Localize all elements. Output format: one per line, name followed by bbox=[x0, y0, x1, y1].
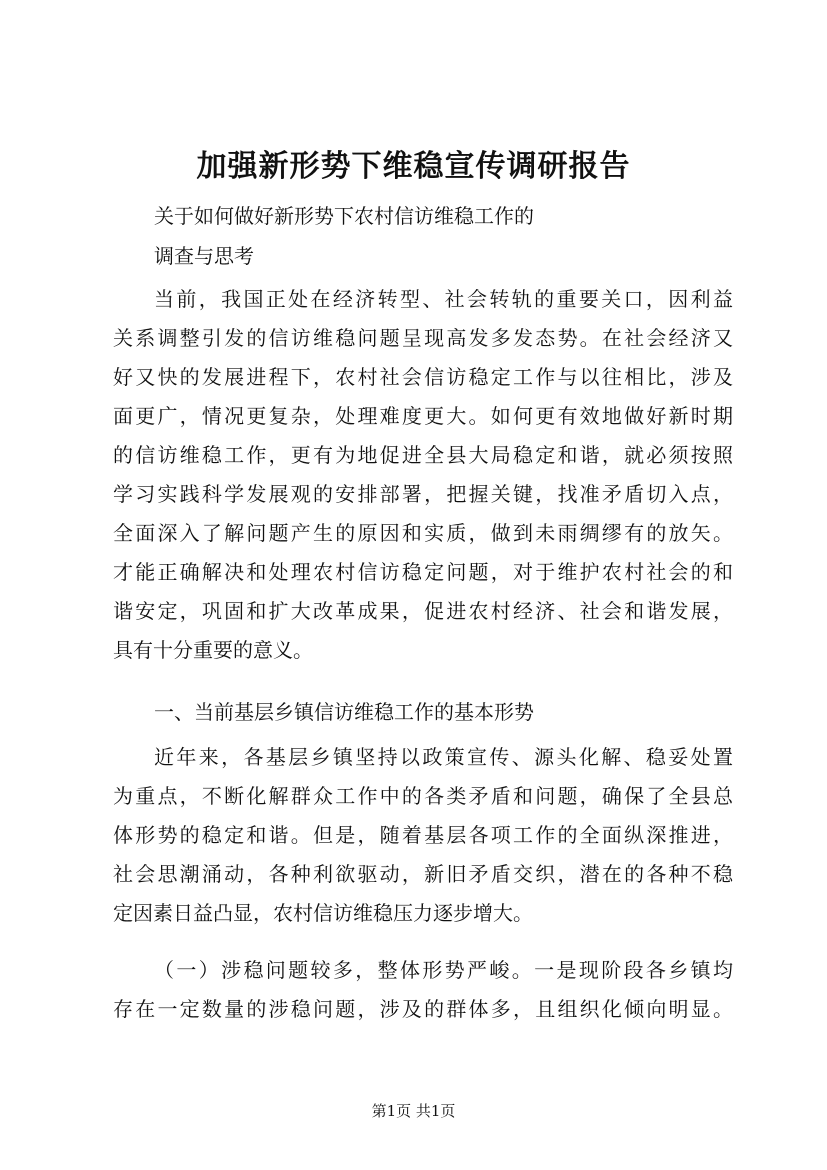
paragraph-line: 面更广，情况更复杂，处理难度更大。如何更有效地做好新时期 bbox=[113, 404, 733, 428]
subtitle-line: 关于如何做好新形势下农村信访维稳工作的 bbox=[154, 204, 534, 228]
paragraph-line: 具有十分重要的意义。 bbox=[113, 638, 313, 662]
paragraph-line: （一）涉稳问题较多，整体形势严峻。一是现阶段各乡镇均 bbox=[154, 958, 733, 982]
paragraph-line: 才能正确解决和处理农村信访稳定问题，对于维护农村社会的和 bbox=[113, 560, 733, 584]
paragraph-line: 定因素日益凸显，农村信访维稳压力逐步增大。 bbox=[113, 901, 533, 925]
page-footer: 第1页 共1页 bbox=[371, 1102, 456, 1120]
paragraph-line: 好又快的发展进程下，农村社会信访稳定工作与以往相比，涉及 bbox=[113, 365, 733, 389]
paragraph-line: 当前，我国正处在经济转型、社会转轨的重要关口，因利益 bbox=[154, 287, 733, 311]
paragraph-line: 存在一定数量的涉稳问题，涉及的群体多，且组织化倾向明显。 bbox=[113, 997, 733, 1021]
paragraph-line: 社会思潮涌动，各种利欲驱动，新旧矛盾交织，潜在的各种不稳 bbox=[113, 862, 733, 886]
document-title: 加强新形势下维稳宣传调研报告 bbox=[196, 149, 631, 184]
paragraph-line: 为重点，不断化解群众工作中的各类矛盾和问题，确保了全县总 bbox=[113, 784, 733, 808]
paragraph-line: 学习实践科学发展观的安排部署，把握关键，找准矛盾切入点， bbox=[113, 482, 733, 506]
subtitle-line: 调查与思考 bbox=[154, 244, 254, 268]
paragraph-line: 近年来，各基层乡镇坚持以政策宣传、源头化解、稳妥处置 bbox=[154, 745, 733, 769]
paragraph-line: 的信访维稳工作，更有为地促进全县大局稳定和谐，就必须按照 bbox=[113, 443, 733, 467]
paragraph-line: 关系调整引发的信访维稳问题呈现高发多发态势。在社会经济又 bbox=[113, 326, 733, 350]
paragraph-line: 体形势的稳定和谐。但是，随着基层各项工作的全面纵深推进， bbox=[113, 823, 733, 847]
section-heading: 一、当前基层乡镇信访维稳工作的基本形势 bbox=[154, 700, 534, 724]
paragraph-line: 全面深入了解问题产生的原因和实质，做到未雨绸缪有的放矢。 bbox=[113, 521, 733, 545]
paragraph-line: 谐安定，巩固和扩大改革成果，促进农村经济、社会和谐发展， bbox=[113, 599, 733, 623]
